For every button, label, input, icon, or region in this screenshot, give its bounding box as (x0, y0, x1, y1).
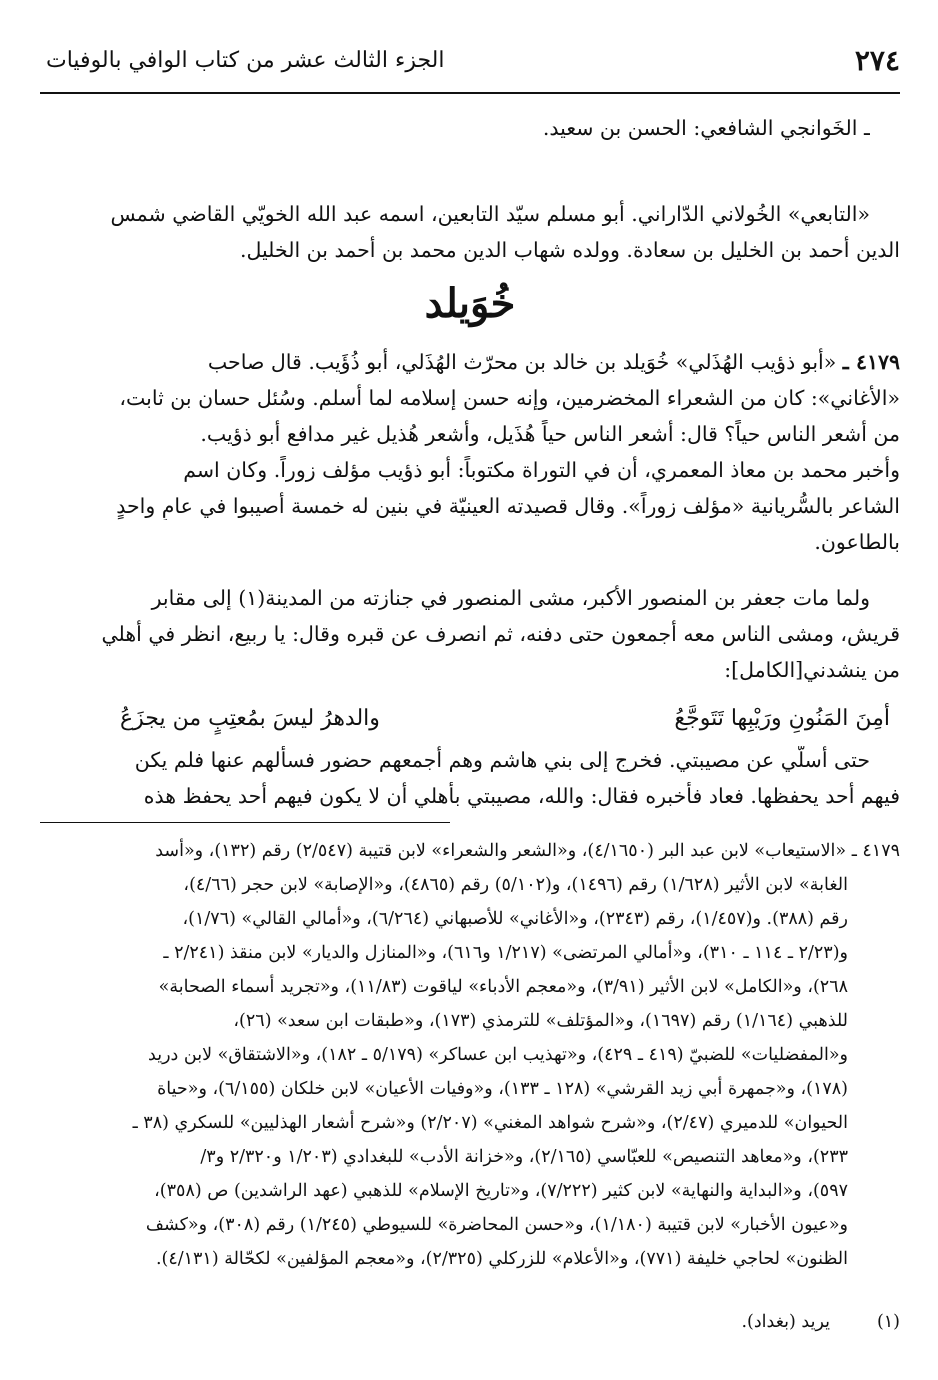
section-heading: خُوَيلد (424, 280, 516, 327)
footnote-line-6: للذهبي (١/١٦٤) رقم (١٦٩٧)، و«المؤتلف» للترمذي (١٧٣)، و«طبقات ابن سعد» (٢٦)، (233, 1011, 848, 1031)
para2-line-2: قريش، ومشى الناس معه أجمعون حتى دفنه، ثم انصرف عن قبره وقال: يا ربيع، انظر في أهلي (101, 622, 900, 646)
footnote-line-5: ٢٦٨)، و«الكامل» لابن الأثير (٣/٩١)، و«معجم الأدباء» لياقوت (١١/٨٣)، و«تجريد أسماء الصحابة» (158, 977, 848, 997)
intro-line-3: الدين أحمد بن الخليل بن سعادة. وولده شهاب الدين محمد بن أحمد بن الخليل. (239, 238, 900, 262)
footnote-line-8: (١٧٨)، و«جمهرة أبي زيد القرشي» (١٢٨ ـ ١٣٣)، و«وفيات الأعيان» لابن خلكان (٦/١٥٥)، و«حياة (157, 1079, 848, 1099)
intro-line-2: «التابعي» الخُولاني الدّاراني. أبو مسلم سيّد التابعين، اسمه عبد الله الخويّي القاضي شمس (110, 202, 870, 226)
entry-number: ٤١٧٩ ـ (842, 350, 900, 374)
page-number: ٢٧٤ (854, 44, 900, 77)
para3-line-1: حتى أسلّي عن مصيبتي. فخرج إلى بني هاشم وهم أجمعهم حضور فسألهم عنها فلم يكن (134, 748, 870, 772)
footnote-line-11: ٥٩٧)، و«البداية والنهاية» لابن كثير (٧/٢٢٢)، و«تاريخ الإسلام» للذهبي (عهد الراشدين) ص (٣٥٨)، (154, 1181, 848, 1201)
footnote-line-1: ٤١٧٩ ـ «الاستيعاب» لابن عبد البر (٤/١٦٥٠)، و«الشعر والشعراء» لابن قتيبة (٢/٥٤٧) رقم (١٣٢)، و«أسد (155, 841, 900, 861)
entry-line-6: بالطاعون. (814, 530, 900, 554)
book-page (40, 30, 900, 1360)
entry-line-3: من أشعر الناس حياً؟ قال: أشعر الناس حياً هُذَيل، وأشعر هُذيل غير مدافع أبو ذؤيب. (200, 422, 900, 446)
entry-line-1 (40, 348, 900, 376)
page-header (40, 30, 900, 92)
note-text: يريد (بغداد). (741, 1312, 830, 1332)
footnote-line-4: و(٢/٢٣ ـ ١١٤ ـ ٣١٠)، و«أمالي المرتضى» (١/٢١٧ و٦١٦)، و«المنازل والديار» لابن منقذ (٢/٢٤١ ـ (163, 943, 848, 963)
footnote-line-10: ٢٣٣)، و«معاهد التنصيص» للعبّاسي (٢/١٦٥)، و«خزانة الأدب» للبغدادي (١/٢٠٣ و٢/٣٢٠ و٣/ (200, 1147, 848, 1167)
para2-line-1: ولما مات جعفر بن المنصور الأكبر، مشى المنصور في جنازته من المدينة(١) إلى مقابر (151, 586, 870, 610)
poem-verse (40, 706, 900, 738)
footnote-line-9: الحيوان» للدميري (٢/٤٧)، و«شرح شواهد المغني» (٢/٢٠٧) و«شرح أشعار الهذليين» للسكري (٣٨ ـ (132, 1113, 848, 1133)
footnote-line-2: الغابة» لابن الأثير (١/٦٢٨) رقم (١٤٩٦)، و(٥/١٠٢) رقم (٤٨٦٥)، و«الإصابة» لابن حجر (٤/٦٦)، (183, 875, 848, 895)
footnote-line-7: و«المفضليات» للضبيّ (٤١٩ ـ ٤٢٩)، و«تهذيب ابن عساكر» (٥/١٧٩ ـ ١٨٢)، و«الاشتقاق» لابن دريد (148, 1045, 848, 1065)
footnote-line-3: رقم (٣٨٨). و(١/٤٥٧)، رقم (٢٣٤٣)، و«الأغاني» للأصبهاني (٦/٢٦٤)، و«أمالي القالي» (١/٧٦)، (182, 909, 848, 929)
header-rule (40, 92, 900, 94)
verse-first-hemistich: أمِنَ المَنُونِ ورَيْبِها تَتَوجَّعُ (674, 706, 890, 731)
entry-line-2: «الأغاني»: كان من الشعراء المخضرمين، وإنه حسن إسلامه لما أسلم. وسُئل حسان بن ثابت، (119, 386, 900, 410)
entry-line-4: وأخبر محمد بن معاذ المعمري، أن في التوراة مكتوباً: أبو ذؤيب مؤلف زوراً. وكان اسم (183, 458, 900, 482)
entry-text: «أبو ذؤيب الهُذَلي» خُوَيلد بن خالد بن محرّث الهُذَلي، أبو ذُؤَيب. قال صاحب (207, 350, 837, 374)
intro-line-1: ـ الخَوانجي الشافعي: الحسن بن سعيد. (542, 116, 870, 140)
verse-second-hemistich: والدهرُ ليسَ بمُعتِبٍ من يجزَعُ (120, 706, 380, 731)
footnote-separator (40, 822, 450, 823)
note-number: (١) (876, 1312, 900, 1332)
para3-line-2: فيهم أحد يحفظها. فعاد فأخبره فقال: والله، مصيبتي بأهلي أن لا يكون فيهم أحد يحفظ هذه (143, 784, 900, 808)
footnote-line-13: الظنون» لحاجي خليفة (٧٧١)، و«الأعلام» للزركلي (٢/٣٢٥)، و«معجم المؤلفين» لكحّالة (٤/١٣١). (155, 1249, 848, 1269)
para2-line-3: من ينشدني[الكامل]: (724, 658, 900, 682)
running-title: الجزء الثالث عشر من كتاب الوافي بالوفيات (46, 48, 445, 73)
footnote-line-12: و«عيون الأخبار» لابن قتيبة (١/١٨٠)، و«حسن المحاضرة» للسيوطي (١/٢٤٥) رقم (٣٠٨)، و«كشف (145, 1215, 848, 1235)
entry-line-5: الشاعر بالسُّريانية «مؤلف زوراً». وقال قصيدته العينيّة في بنين له خمسة أصيبوا في عامٍ واحدٍ (116, 494, 900, 518)
